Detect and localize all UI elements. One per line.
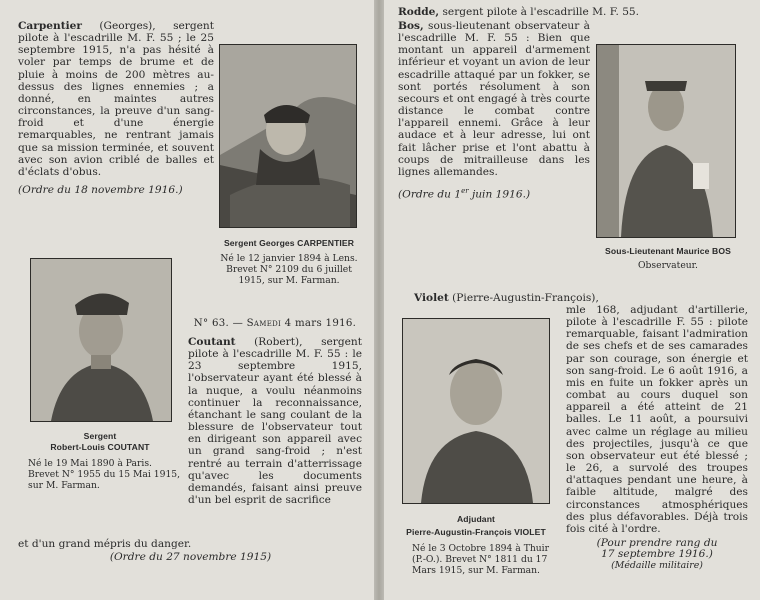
violet-name: Violet bbox=[414, 292, 449, 304]
violet-citation-head: Violet (Pierre-Augustin-François), bbox=[414, 292, 599, 304]
coutant-order: (Ordre du 27 novembre 1915) bbox=[109, 551, 272, 564]
bos-name: Bos, bbox=[398, 20, 424, 32]
rodde-citation: Rodde, sergent pilote à l'escadrille M. F. 55. bbox=[398, 6, 640, 18]
violet-text: mle 168, adjudant d'artillerie, pilote à l'escadrille F. 55 : pilote remarquable, faisant l'admiration de ses chefs et de ses camarades par son courage, son énergie et son sang-froid. Le 6 août 1916, a mis en fuite un fokker après un combat au cours duquel son appareil a été atteint de 21 balles. Le 11 août, a poursuivi avec calme un réglage au milieu des projectiles, jusqu'à ce que son observateur eut été blessé ; le 26, a survolé des troupes d'attaques pendant une heure, à faible altitude, malgré des circonstances atmosphériques des plus défavorables. Déjà trois fois cité à l'ordre. bbox=[566, 304, 748, 535]
bos-text: Bos, sous-lieutenant observateur à l'escadrille M. F. 55 : Bien que montant un appareil d'armement inférieur et voyant un avion de leur escadrille attaqué par un fokker, se sont portés résolument à son secours et ont engagé à très courte distance le combat contre l'appareil ennemi. Grâce à leur audace et à leur adresse, lui ont fait lâcher prise et l'ont abattu à coups de mitrailleuse dans les lignes allemandes. bbox=[398, 20, 590, 178]
rodde-name: Rodde, bbox=[398, 6, 440, 18]
coutant-tail: et d'un grand mépris du danger. (Ordre du 27 novembre 1915) bbox=[18, 538, 363, 564]
violet-caption: Adjudant Pierre-Augustin-François VIOLET Né le 3 Octobre 1894 à Thuir (P.-O.). Brevet N° 1811 du 17 Mars 1915, sur M. Farman. bbox=[406, 514, 549, 576]
violet-photo bbox=[402, 318, 550, 504]
carpentier-photo bbox=[219, 44, 357, 228]
violet-order: (Pour prendre rang du 17 septembre 1916.) (Médaille militaire) bbox=[596, 536, 718, 571]
coutant-text: Coutant (Robert), sergent pilote à l'escadrille M. F. 55 : le 23 septembre 1915, l'observateur ayant été blessé à la nuque, a voulu néanmoins continuer la reconnaissance, étanchant le sang coulant de la blessure de l'observateur tout en dirigeant son appareil avec un grand sang-froid ; n'est rentré au terrain d'atterrissage qu'avec les documents demandés, faisant ainsi preuve d'un bel esprit de sacrifice bbox=[188, 336, 362, 507]
bos-caption: Sous-Lieutenant Maurice BOS Observateur. bbox=[605, 246, 731, 271]
left-page bbox=[0, 0, 374, 600]
issue-header: N° 63. — Samedi 4 mars 1916. bbox=[193, 318, 357, 329]
coutant-photo bbox=[30, 258, 172, 422]
coutant-citation bbox=[188, 318, 362, 506]
bos-order: (Ordre du 1er juin 1916.) bbox=[398, 187, 531, 201]
carpentier-citation bbox=[18, 20, 214, 197]
coutant-name: Coutant bbox=[188, 336, 236, 348]
carpentier-caption: Sergent Georges CARPENTIER Né le 12 janvier 1894 à Lens. Brevet N° 2109 du 6 juillet 1915, sur M. Farman. bbox=[220, 238, 358, 286]
carpentier-text: Carpentier (Georges), sergent pilote à l'escadrille M. F. 55 ; le 25 septembre 1915, n'a pas hésité à voler par temps de brume et de pluie à moins de 200 mètres au-dessus des lignes ennemies ; a donné, en maintes autres circonstances, la preuve d'un sang-froid et d'une énergie remarquables, ne rentrant jamais que sa mission terminée, et souvent avec son avion criblé de balles et d'éclats d'obus. bbox=[18, 20, 214, 178]
page-gutter bbox=[374, 0, 384, 600]
carpentier-name: Carpentier bbox=[18, 20, 82, 32]
carpentier-order: (Ordre du 18 novembre 1916.) bbox=[18, 184, 183, 197]
right-page bbox=[384, 0, 760, 600]
violet-citation bbox=[566, 304, 748, 571]
bos-photo bbox=[596, 44, 736, 238]
bos-citation bbox=[398, 20, 590, 202]
coutant-caption: Sergent Robert-Louis COUTANT Né le 19 Mai 1890 à Paris. Brevet N° 1955 du 15 Mai 1915, sur M. Farman. bbox=[28, 431, 181, 491]
